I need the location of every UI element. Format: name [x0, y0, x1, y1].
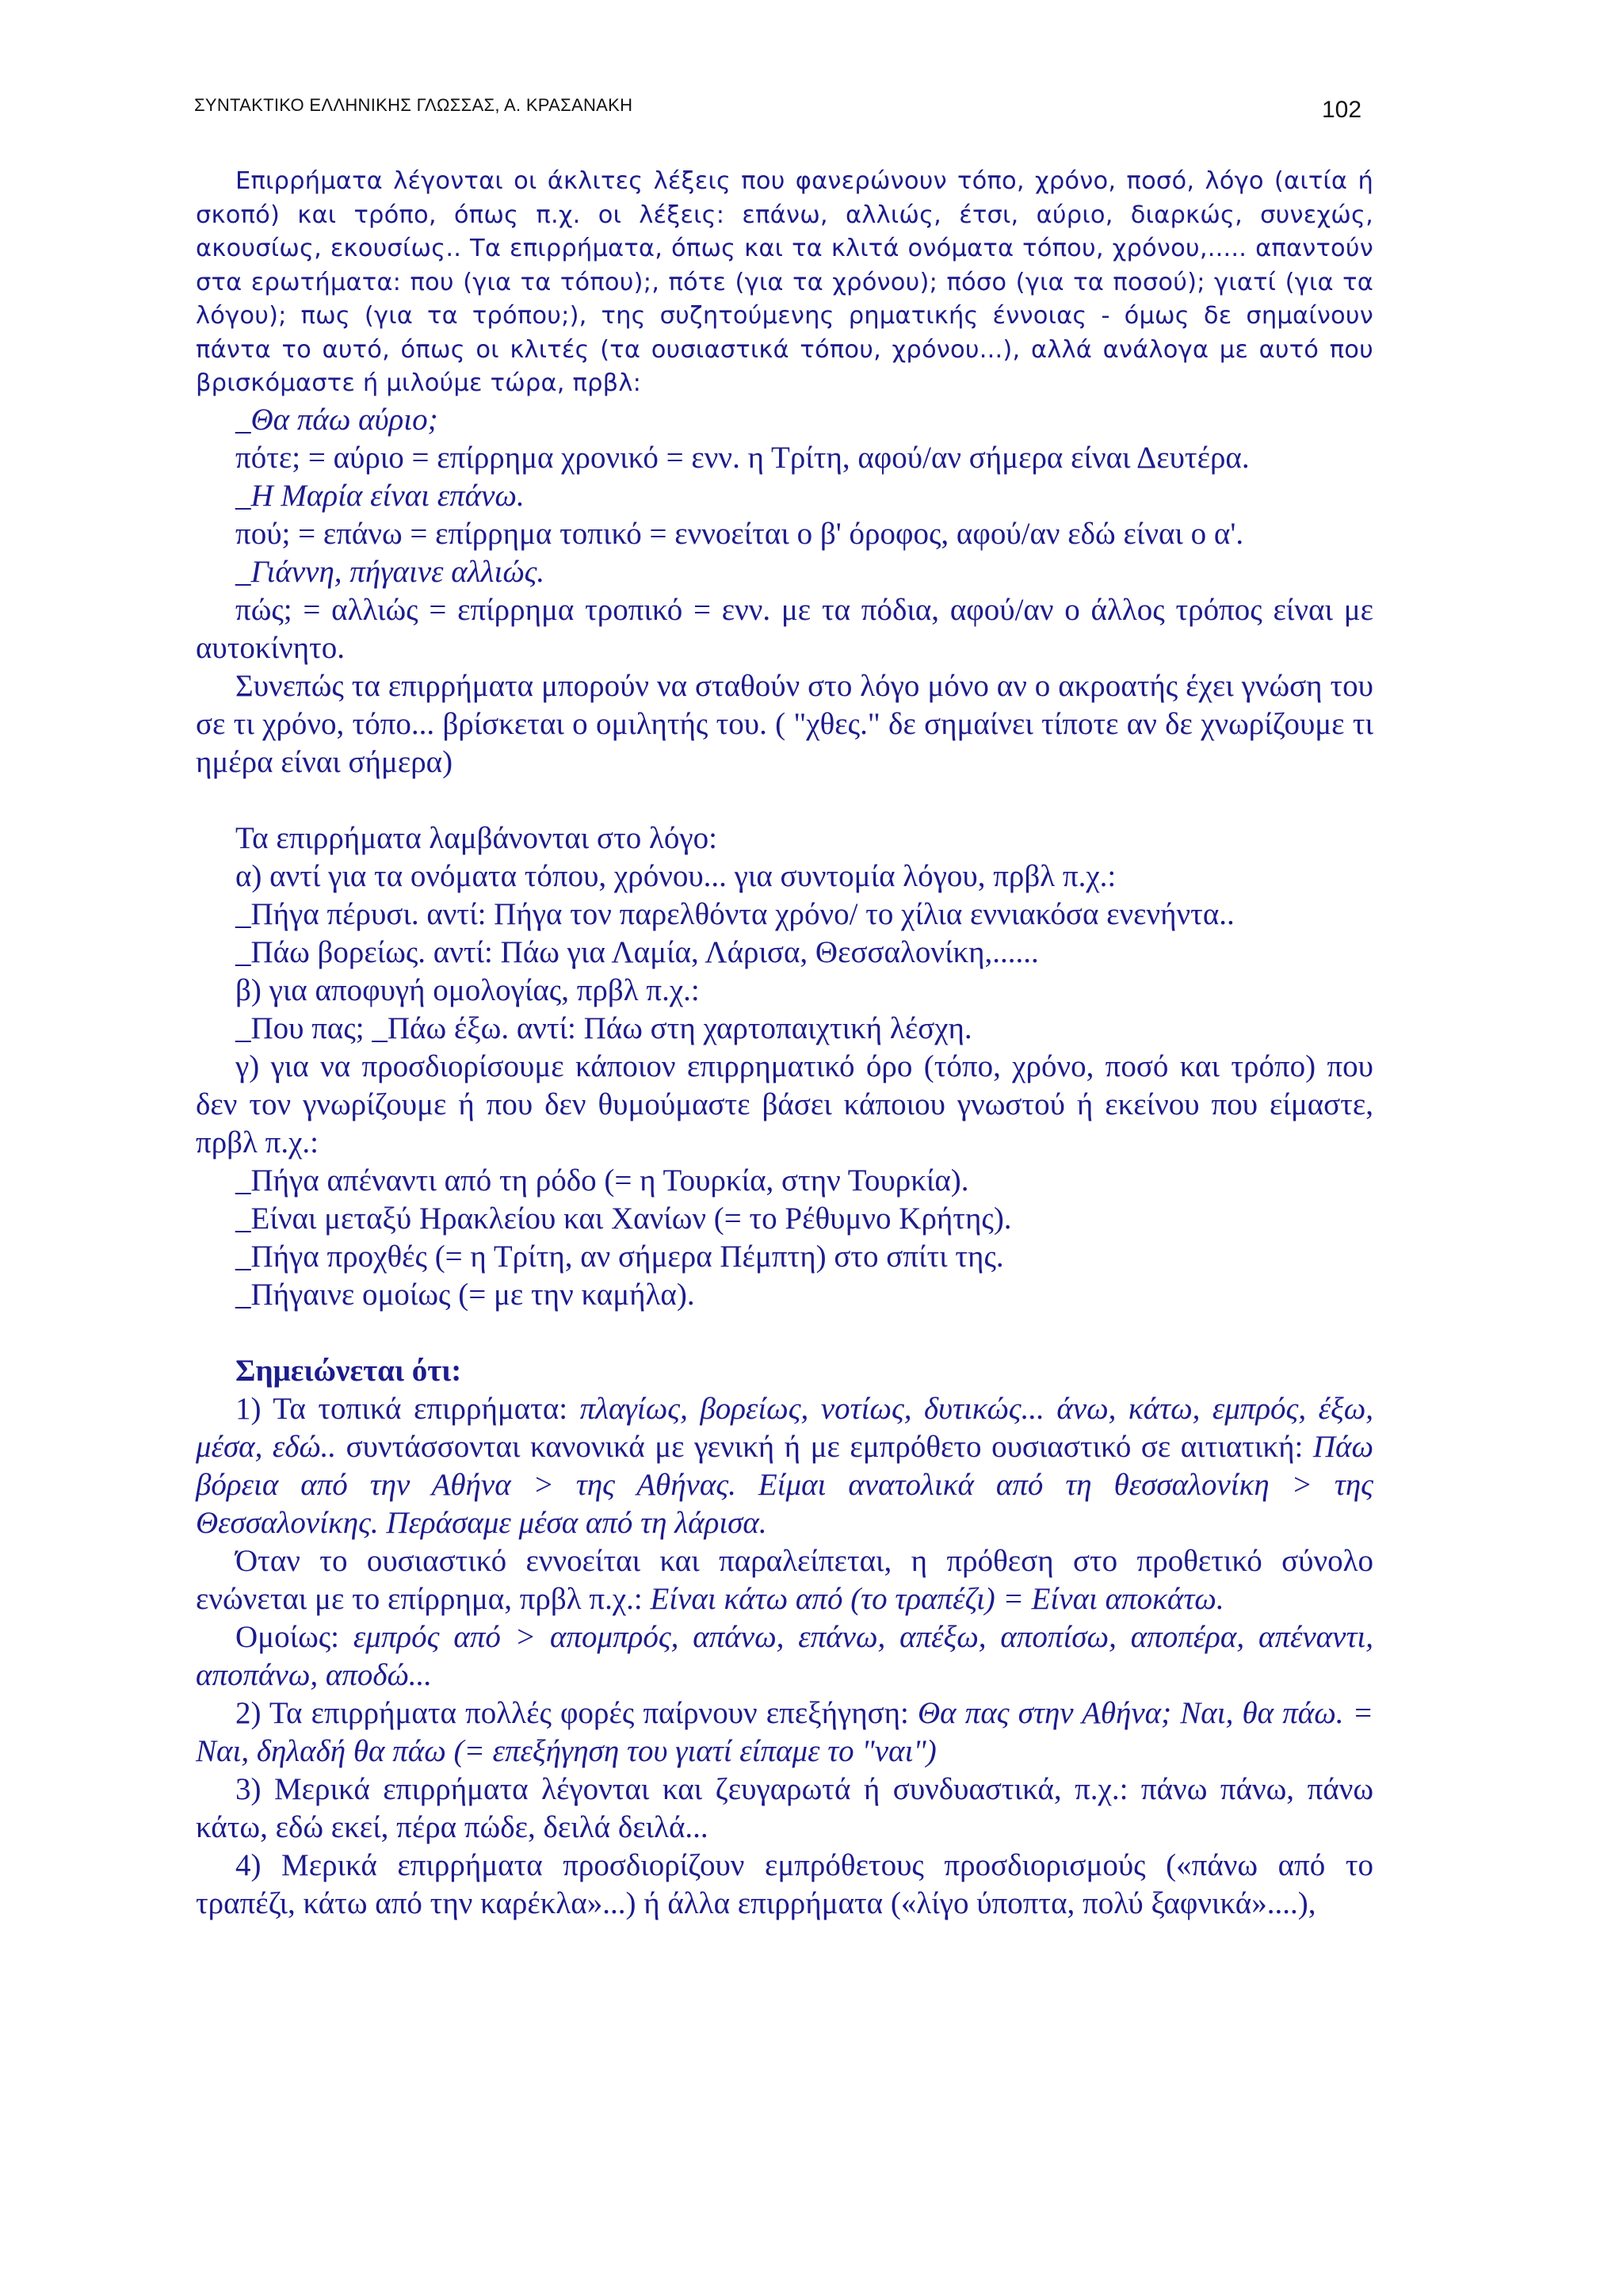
note-text: Ομοίως:: [235, 1619, 353, 1654]
note-italic: Είναι κάτω από (το τραπέζι) = Είναι αποκάτω.: [650, 1581, 1224, 1616]
note-italic: εμπρός από > απομπρός, απάνω, επάνω, απέξω, αποπίσω, αποπέρα, απέναντι, αποπάνω, αποδώ...: [196, 1619, 1373, 1692]
note-italic: Θα πας στην Αθήνα; Ναι, θα πάω. = Ναι, δηλαδή θα πάω (= επεξήγηση του γιατί είπαμε το "ναι"): [196, 1695, 1373, 1768]
note-text: συντάσσονται κανονικά με γενική ή με εμπρόθετο ουσιαστικό σε αιτιατική:: [336, 1429, 1313, 1464]
usage-example: _Είναι μεταξύ Ηρακλείου και Χανίων (= το Ρέθυμνο Κρήτης).: [235, 1201, 1012, 1236]
note-2: [196, 1694, 1373, 1771]
page-number: 102: [1322, 97, 1362, 123]
note-text: 2) Τα επιρρήματα πολλές φορές παίρνουν επεξήγηση:: [235, 1695, 918, 1730]
usage-item-c: γ) για να προσδιορίσουμε κάποιον επιρρηματικό όρο (τόπο, χρόνο, ποσό και τρόπο) που δεν τον γνωρίζουμε ή που δεν θυμούμαστε βάσει κάποιου γνωστού ή εκείνου που είμαστε, πρβλ π.χ.:: [196, 1049, 1373, 1159]
note-1-similarly: [196, 1618, 1373, 1694]
body-text: [196, 165, 1373, 1923]
usage-example: _Πήγα απέναντι από τη ρόδο (= η Τουρκία, στην Τουρκία).: [235, 1163, 969, 1198]
note-1: [196, 1390, 1373, 1542]
note-text: 1) Τα τοπικά επιρρήματα:: [235, 1391, 580, 1426]
usage-example: _Πήγαινε ομοίως (= με την καμήλα).: [235, 1277, 695, 1312]
note-text: Όταν το ουσιαστικό εννοείται και παραλείπεται, η πρόθεση στο προθετικό σύνολο ενώνεται με το επίρρημα, πρβλ π.χ.:: [196, 1543, 1373, 1616]
note-1-omission: [196, 1542, 1373, 1618]
note-4: 4) Μερικά επιρρήματα προσδιορίζουν εμπρόθετους προσδιορισμούς («πάνω από το τραπέζι, κάτω από την καρέκλα»...) ή άλλα επιρρήματα («λίγο ύποπτα, πολύ ξαφνικά»....),: [196, 1847, 1373, 1920]
example-analysis: πού; = επάνω = επίρρημα τοπικό = εννοείται ο β' όροφος, αφού/αν εδώ είναι ο α'.: [235, 516, 1244, 551]
example-analysis: πότε; = αύριο = επίρρημα χρονικό = ενν. η Τρίτη, αφού/αν σήμερα είναι Δευτέρα.: [235, 440, 1250, 475]
usage-example: _Πάω βορείως. αντί: Πάω για Λαμία, Λάρισα, Θεσσαλονίκη,......: [235, 934, 1039, 969]
intro-paragraph: Επιρρήματα λέγονται οι άκλιτες λέξεις που φανερώνουν τόπο, χρόνο, ποσό, λόγο (αιτία ή σκοπό) και τρόπο, όπως π.χ. οι λέξεις: επάνω, αλλιώς, έτσι, αύριο, διαρκώς, συνεχώς, ακουσίως, εκουσίως.. Τα επιρρήματα, όπως και τα κλιτά ονόματα τόπου, χρόνου,..... απαντούν στα ερωτήματα: που (για τα τόπου);, πότε (για τα χρόνου); πόσο (για τα ποσού); γιατί (για τα λόγου); πως (για τα τρόπου;), της συζητούμενης ρηματικής έννοιας - όμως δε σημαίνουν πάντα το αυτό, όπως οι κλιτές (τα ουσιαστικά τόπου, χρόνου...), αλλά ανάλογα με αυτό που βρισκόμαστε ή μιλούμε τώρα, πρβλ:: [196, 167, 1373, 397]
notes-heading: Σημειώνεται ότι:: [235, 1353, 462, 1388]
example-sentence: _Θα πάω αύριο;: [235, 402, 438, 437]
note-italic: πλαγίως, βορείως, νοτίως, δυτικώς... άνω, κάτω, εμπρός, έξω, μέσα, εδώ..: [196, 1391, 1373, 1464]
usage-example: _Πήγα πέρυσι. αντί: Πήγα τον παρελθόντα χρόνο/ το χίλια εννιακόσα ενενήντα..: [235, 896, 1235, 931]
usage-item-a: α) αντί για τα ονόματα τόπου, χρόνου... για συντομία λόγου, πρβλ π.χ.:: [235, 858, 1117, 893]
serif-section: [196, 401, 1373, 1923]
note-italic: Πάω βόρεια από την Αθήνα > της Αθήνας. Είμαι ανατολικά από τη θεσσαλονίκη > της Θεσσαλονίκης. Περάσαμε μέσα από τη λάρισα.: [196, 1429, 1373, 1540]
spacer: [196, 781, 1373, 819]
usage-intro: Τα επιρρήματα λαμβάνονται στο λόγο:: [235, 820, 717, 855]
running-header: ΣΥΝΤΑΚΤΙΚΟ ΕΛΛΗΝΙΚΗΣ ΓΛΩΣΣΑΣ, Α. ΚΡΑΣΑΝΑΚΗ: [194, 95, 633, 115]
example-analysis: πώς; = αλλιώς = επίρρημα τροπικό = ενν. με τα πόδια, αφού/αν ο άλλος τρόπος είναι με αυτοκίνητο.: [196, 592, 1373, 665]
example-sentence: _Γιάννη, πήγαινε αλλιώς.: [235, 554, 545, 589]
note-3: 3) Μερικά επιρρήματα λέγονται και ζευγαρωτά ή συνδυαστικά, π.χ.: πάνω πάνω, πάνω κάτω, εδώ εκεί, πέρα πώδε, δειλά δειλά...: [196, 1771, 1373, 1844]
consequence-paragraph: Συνεπώς τα επιρρήματα μπορούν να σταθούν στο λόγο μόνο αν ο ακροατής έχει γνώση του σε τι χρόνο, τόπο... βρίσκεται ο ομιλητής του. ( "χθες." δε σημαίνει τίποτε αν δε χνωρίζουμε τι ημέρα είναι σήμερα): [196, 668, 1373, 779]
spacer: [196, 1314, 1373, 1352]
usage-example: _Πήγα προχθές (= η Τρίτη, αν σήμερα Πέμπτη) στο σπίτι της.: [235, 1239, 1004, 1274]
example-sentence: _Η Μαρία είναι επάνω.: [235, 478, 525, 513]
usage-item-b: β) για αποφυγή ομολογίας, πρβλ π.χ.:: [235, 972, 700, 1007]
usage-example: _Που πας; _Πάω έξω. αντί: Πάω στη χαρτοπαιχτική λέσχη.: [235, 1010, 972, 1045]
